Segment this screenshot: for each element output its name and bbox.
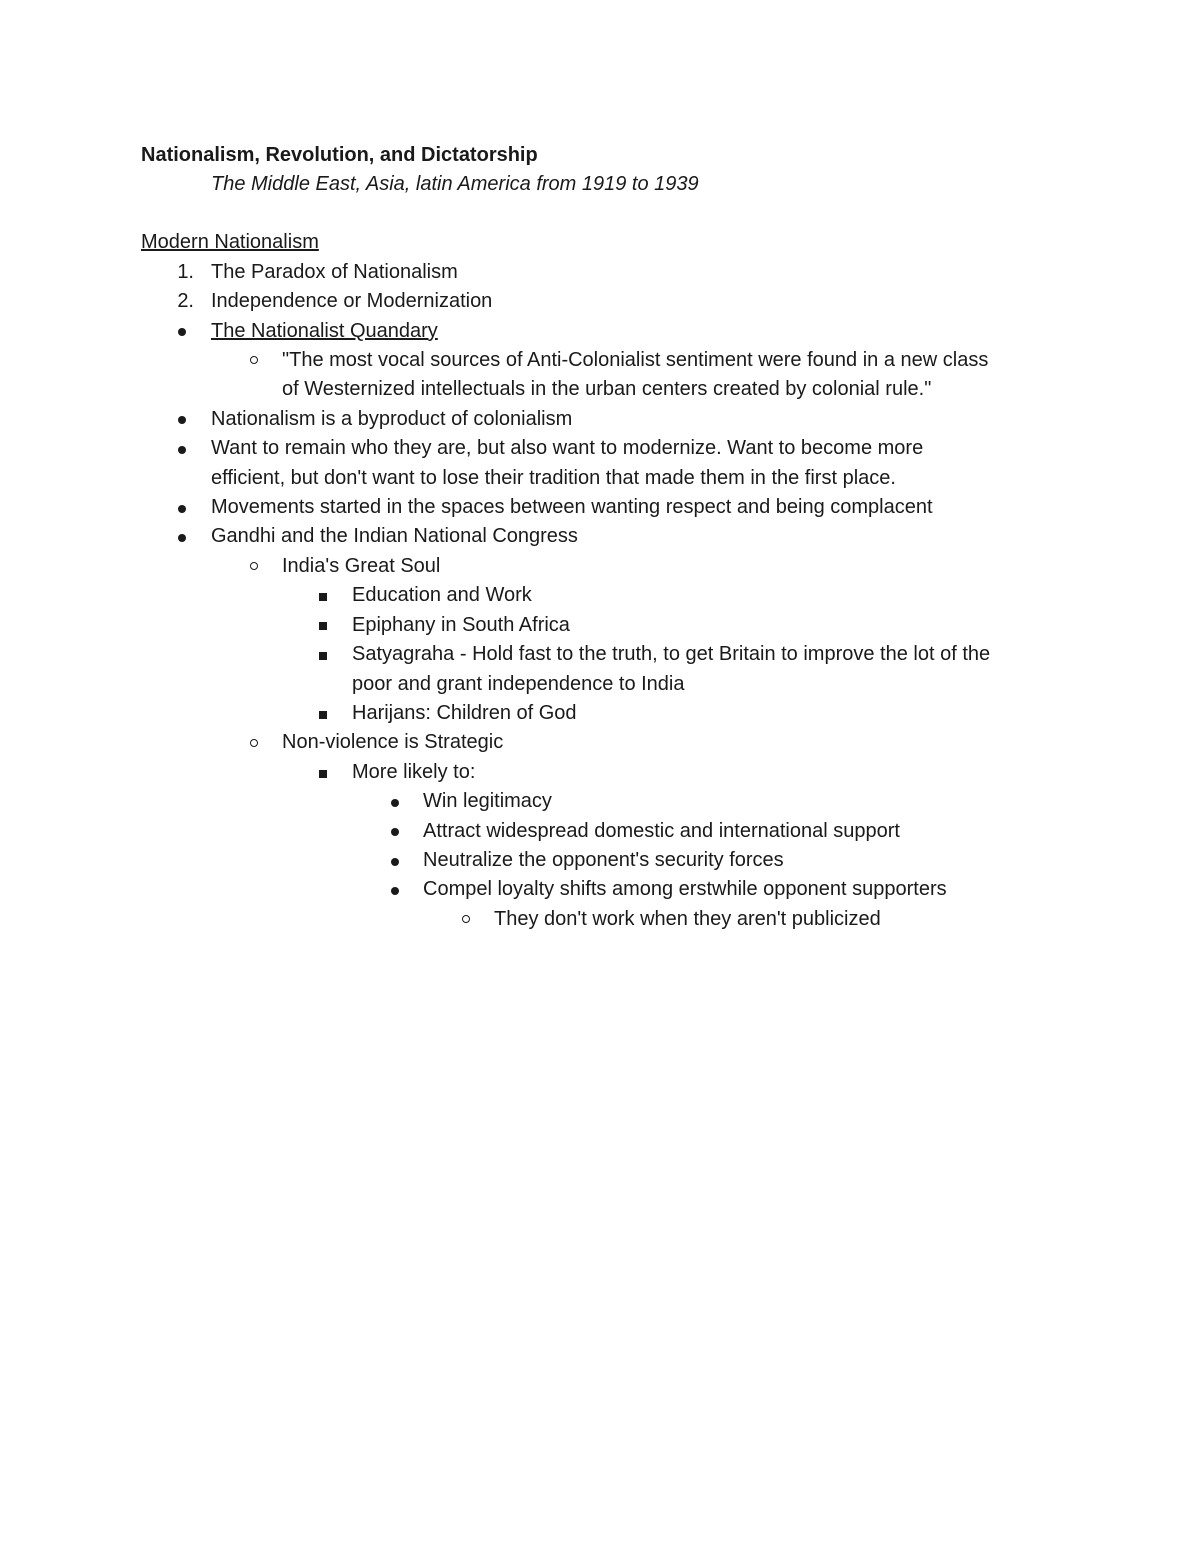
square-bullet-icon bbox=[319, 770, 327, 778]
list-item: They don't work when they aren't publicized bbox=[494, 908, 881, 930]
bullet-icon bbox=[391, 799, 399, 807]
list-item: Harijans: Children of God bbox=[352, 702, 577, 724]
circle-bullet-icon bbox=[462, 915, 470, 923]
bullet-icon bbox=[391, 858, 399, 866]
circle-bullet-icon bbox=[250, 356, 258, 364]
document-title: Nationalism, Revolution, and Dictatorship bbox=[141, 144, 538, 166]
list-item: Education and Work bbox=[352, 584, 532, 606]
bullet-icon bbox=[178, 534, 186, 542]
list-item: India's Great Soul bbox=[282, 555, 441, 577]
bullet-icon bbox=[178, 328, 186, 336]
list-item: Nationalism is a byproduct of colonialism bbox=[211, 408, 573, 430]
circle-bullet-icon bbox=[250, 562, 258, 570]
bullet-icon bbox=[178, 416, 186, 424]
bullet-icon bbox=[178, 505, 186, 513]
bullet-icon bbox=[391, 887, 399, 895]
list-item-continuation: poor and grant independence to India bbox=[352, 673, 685, 695]
list-item: Compel loyalty shifts among erstwhile opponent supporters bbox=[423, 878, 947, 900]
list-item: More likely to: bbox=[352, 761, 476, 783]
list-item: "The most vocal sources of Anti-Colonialist sentiment were found in a new class bbox=[282, 349, 989, 371]
list-number: 1. bbox=[177, 261, 194, 283]
square-bullet-icon bbox=[319, 593, 327, 601]
square-bullet-icon bbox=[319, 711, 327, 719]
list-item: Attract widespread domestic and international support bbox=[423, 820, 900, 842]
circle-bullet-icon bbox=[250, 739, 258, 747]
list-item: Gandhi and the Indian National Congress bbox=[211, 525, 578, 547]
list-item-continuation: efficient, but don't want to lose their tradition that made them in the first place. bbox=[211, 467, 896, 489]
list-item: Neutralize the opponent's security forces bbox=[423, 849, 784, 871]
list-item: The Nationalist Quandary bbox=[211, 320, 438, 342]
square-bullet-icon bbox=[319, 652, 327, 660]
list-number: 2. bbox=[177, 290, 194, 312]
list-item: Satyagraha - Hold fast to the truth, to get Britain to improve the lot of the bbox=[352, 643, 991, 665]
list-item: The Paradox of Nationalism bbox=[211, 261, 458, 283]
bullet-icon bbox=[178, 446, 186, 454]
document-subtitle: The Middle East, Asia, latin America from 1919 to 1939 bbox=[211, 173, 699, 195]
section-heading: Modern Nationalism bbox=[141, 231, 319, 253]
list-item: Independence or Modernization bbox=[211, 290, 493, 312]
list-item: Win legitimacy bbox=[423, 790, 552, 812]
square-bullet-icon bbox=[319, 622, 327, 630]
list-item: Movements started in the spaces between wanting respect and being complacent bbox=[211, 496, 933, 518]
list-item: Want to remain who they are, but also want to modernize. Want to become more bbox=[211, 437, 924, 459]
list-item: Non-violence is Strategic bbox=[282, 731, 504, 753]
list-item-continuation: of Westernized intellectuals in the urban centers created by colonial rule." bbox=[282, 378, 932, 400]
list-item: Epiphany in South Africa bbox=[352, 614, 570, 636]
bullet-icon bbox=[391, 828, 399, 836]
